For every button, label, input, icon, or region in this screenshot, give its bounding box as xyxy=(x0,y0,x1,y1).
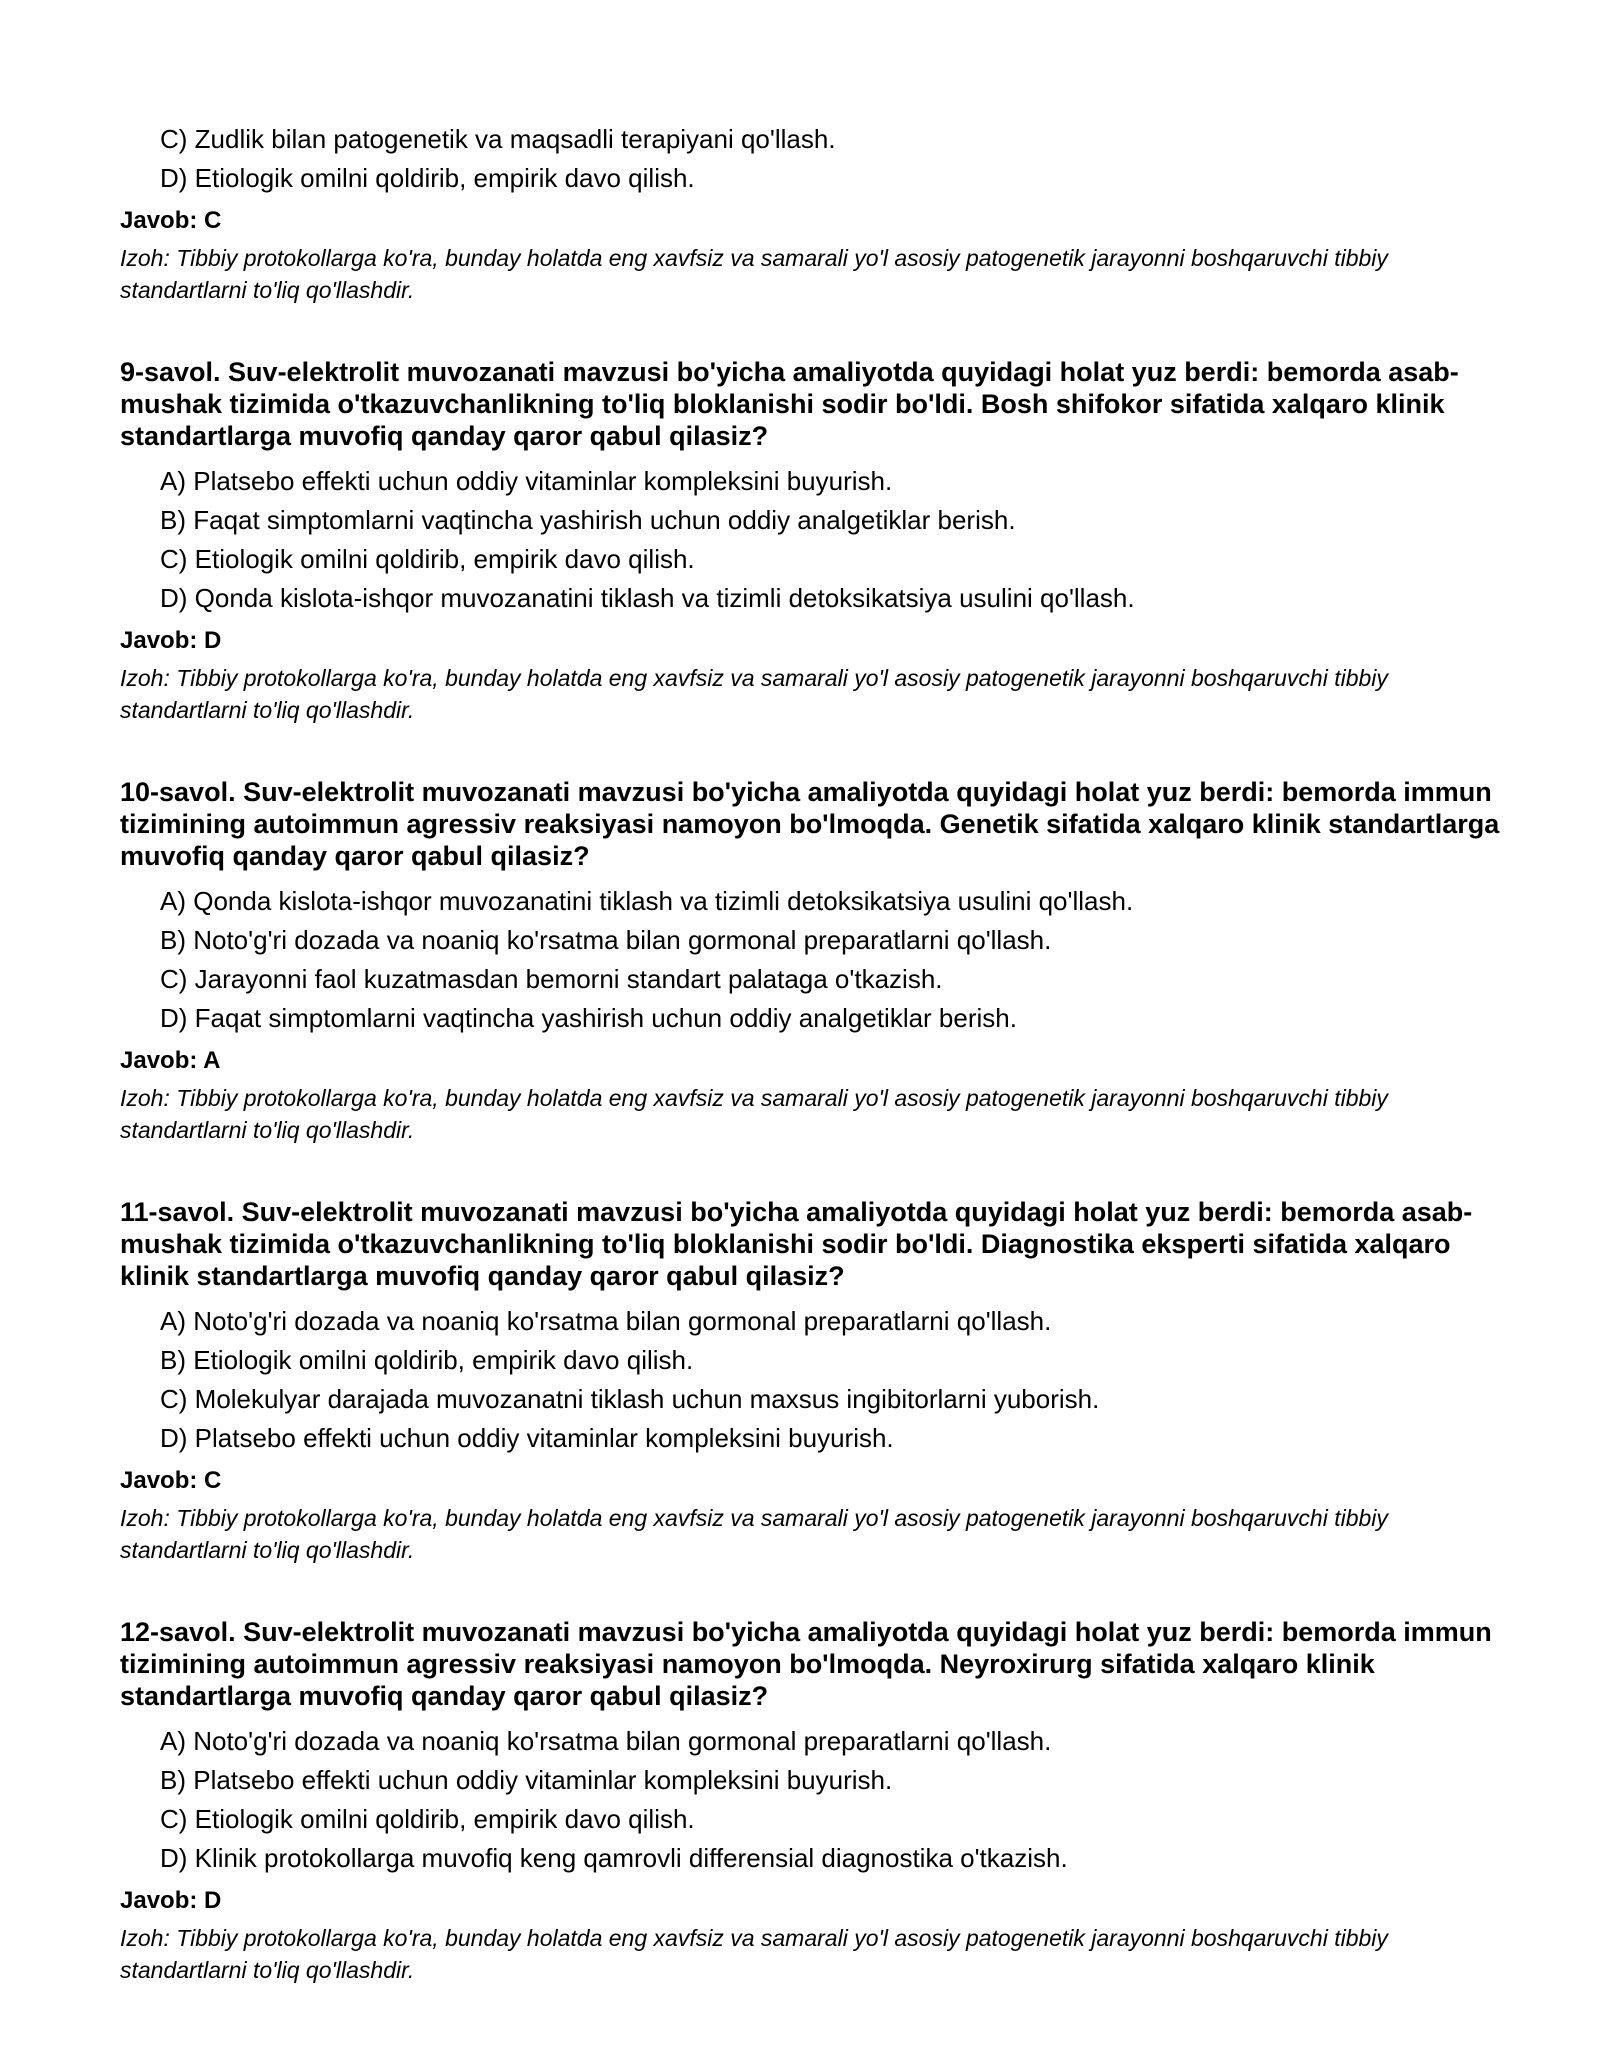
question-11 xyxy=(120,1196,1500,1566)
question-text: 10-savol. Suv-elektrolit muvozanati mavzusi bo'yicha amaliyotda quyidagi holat yuz berdi: bemorda immun tizimining autoimmun agressiv reaksiyasi namoyon bo'lmoqda. Genetik sifatida xalqaro klinik standartlarga muvofiq qanday qaror qabul qilasiz? xyxy=(120,777,1500,871)
answer-label: Javob: A xyxy=(120,1047,221,1074)
question-8-continuation xyxy=(120,120,1500,306)
question-12 xyxy=(120,1616,1500,1986)
explanation-note: Izoh: Tibbiy protokollarga ko'ra, bunday holatda eng xavfsiz va samarali yo'l asosiy patogenetik jarayonni boshqaruvchi tibbiy standartlarni to'liq qo'llashdir. xyxy=(120,665,1388,723)
option-a: A) Qonda kislota-ishqor muvozanatini tiklash va tizimli detoksikatsiya usulini qo'llash. xyxy=(160,886,1134,916)
option-d: D) Klinik protokollarga muvofiq keng qamrovli differensial diagnostika o'tkazish. xyxy=(160,1843,1068,1873)
option-c: C) Zudlik bilan patogenetik va maqsadli terapiyani qo'llash. xyxy=(160,124,836,154)
question-10 xyxy=(120,776,1500,1146)
option-d: D) Qonda kislota-ishqor muvozanatini tiklash va tizimli detoksikatsiya usulini qo'llash. xyxy=(160,583,1135,613)
question-text: 9-savol. Suv-elektrolit muvozanati mavzusi bo'yicha amaliyotda quyidagi holat yuz berdi: bemorda asab-mushak tizimida o'tkazuvchanlikning to'liq bloklanishi sodir bo'ldi. Bosh shifokor sifatida xalqaro klinik standartlarga muvofiq qanday qaror qabul qilasiz? xyxy=(120,357,1459,451)
option-c: C) Jarayonni faol kuzatmasdan bemorni standart palataga o'tkazish. xyxy=(160,964,943,994)
answer-label: Javob: D xyxy=(120,627,222,654)
answer-label: Javob: C xyxy=(120,207,222,234)
question-text: 11-savol. Suv-elektrolit muvozanati mavzusi bo'yicha amaliyotda quyidagi holat yuz berdi: bemorda asab-mushak tizimida o'tkazuvchanlikning to'liq bloklanishi sodir bo'ldi. Diagnostika eksperti sifatida xalqaro klinik standartlarga muvofiq qanday qaror qabul qilasiz? xyxy=(120,1197,1473,1291)
option-a: A) Noto'g'ri dozada va noaniq ko'rsatma bilan gormonal preparatlarni qo'llash. xyxy=(160,1726,1052,1756)
explanation-note: Izoh: Tibbiy protokollarga ko'ra, bunday holatda eng xavfsiz va samarali yo'l asosiy patogenetik jarayonni boshqaruvchi tibbiy standartlarni to'liq qo'llashdir. xyxy=(120,1925,1388,1983)
option-b: B) Etiologik omilni qoldirib, empirik davo qilish. xyxy=(160,1345,694,1375)
option-b: B) Faqat simptomlarni vaqtincha yashirish uchun oddiy analgetiklar berish. xyxy=(160,505,1016,535)
option-b: B) Platsebo effekti uchun oddiy vitaminlar kompleksini buyurish. xyxy=(160,1765,893,1795)
document-page xyxy=(120,120,1500,1986)
option-a: A) Noto'g'ri dozada va noaniq ko'rsatma bilan gormonal preparatlarni qo'llash. xyxy=(160,1306,1052,1336)
option-b: B) Noto'g'ri dozada va noaniq ko'rsatma bilan gormonal preparatlarni qo'llash. xyxy=(160,925,1052,955)
option-d: D) Faqat simptomlarni vaqtincha yashirish uchun oddiy analgetiklar berish. xyxy=(160,1003,1017,1033)
option-c: C) Etiologik omilni qoldirib, empirik davo qilish. xyxy=(160,544,695,574)
question-text: 12-savol. Suv-elektrolit muvozanati mavzusi bo'yicha amaliyotda quyidagi holat yuz berdi: bemorda immun tizimining autoimmun agressiv reaksiyasi namoyon bo'lmoqda. Neyroxirurg sifatida xalqaro klinik standartlarga muvofiq qanday qaror qabul qilasiz? xyxy=(120,1617,1492,1711)
explanation-note: Izoh: Tibbiy protokollarga ko'ra, bunday holatda eng xavfsiz va samarali yo'l asosiy patogenetik jarayonni boshqaruvchi tibbiy standartlarni to'liq qo'llashdir. xyxy=(120,245,1388,303)
answer-label: Javob: C xyxy=(120,1467,222,1494)
explanation-note: Izoh: Tibbiy protokollarga ko'ra, bunday holatda eng xavfsiz va samarali yo'l asosiy patogenetik jarayonni boshqaruvchi tibbiy standartlarni to'liq qo'llashdir. xyxy=(120,1085,1388,1143)
option-d: D) Platsebo effekti uchun oddiy vitaminlar kompleksini buyurish. xyxy=(160,1423,894,1453)
answer-label: Javob: D xyxy=(120,1887,222,1914)
option-c: C) Etiologik omilni qoldirib, empirik davo qilish. xyxy=(160,1804,695,1834)
explanation-note: Izoh: Tibbiy protokollarga ko'ra, bunday holatda eng xavfsiz va samarali yo'l asosiy patogenetik jarayonni boshqaruvchi tibbiy standartlarni to'liq qo'llashdir. xyxy=(120,1505,1388,1563)
option-d: D) Etiologik omilni qoldirib, empirik davo qilish. xyxy=(160,163,695,193)
option-c: C) Molekulyar darajada muvozanatni tiklash uchun maxsus ingibitorlarni yuborish. xyxy=(160,1384,1100,1414)
option-a: A) Platsebo effekti uchun oddiy vitaminlar kompleksini buyurish. xyxy=(160,466,893,496)
question-9 xyxy=(120,356,1500,726)
